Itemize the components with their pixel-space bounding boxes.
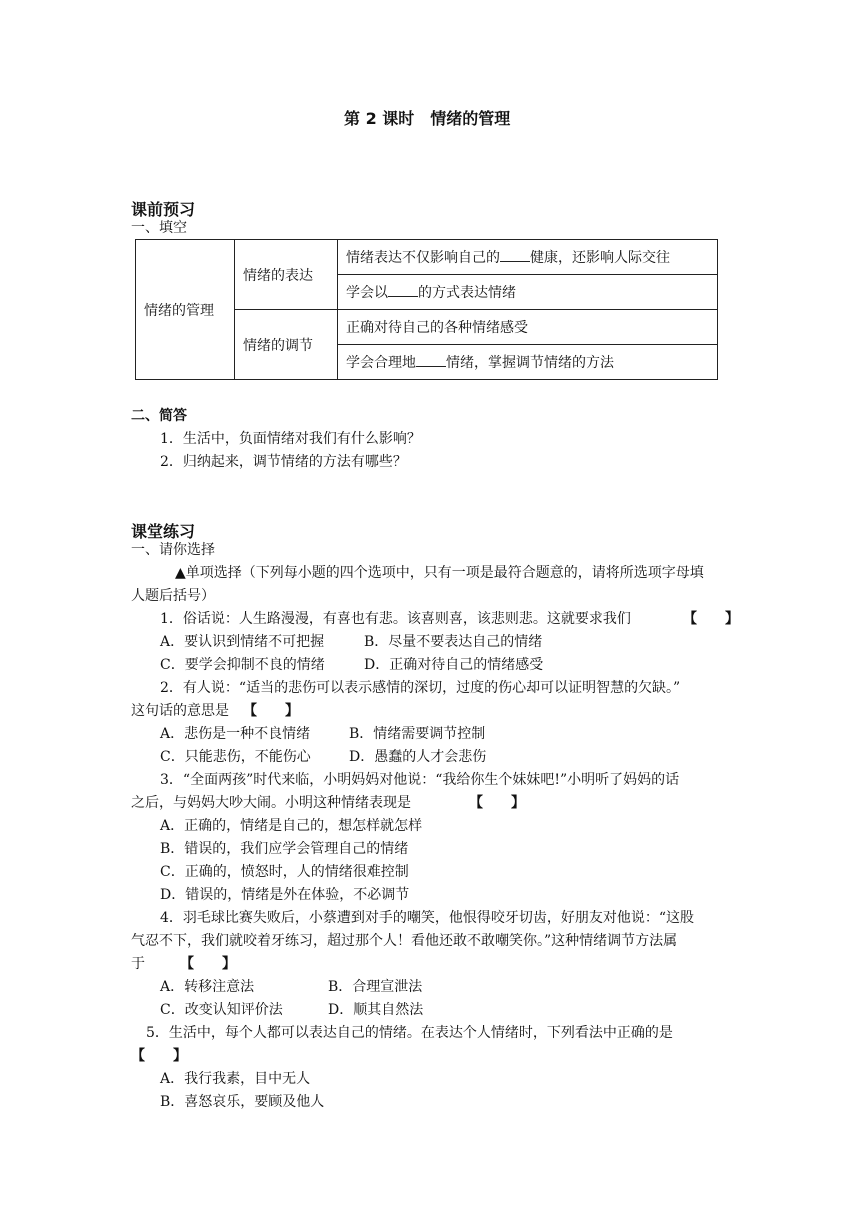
option-d: D．正确对待自己的情绪感受 [364, 657, 544, 673]
option-c: C．只能悲伤，不能伤心 [160, 749, 311, 765]
short-question-1: 1．生活中，负面情绪对我们有什么影响？ [160, 431, 421, 447]
option-a: A．要认识到情绪不可把握 [160, 634, 325, 650]
option-b: B．错误的，我们应学会管理自己的情绪 [160, 841, 409, 857]
answer-bracket: 【 】 [180, 956, 236, 972]
page-title: 第 2 课时 情绪的管理 [344, 109, 511, 128]
short-answer-heading: 二、简答 [131, 408, 187, 424]
option-b: B．喜怒哀乐，要顾及他人 [160, 1094, 325, 1110]
answer-bracket: 【 】 [243, 703, 299, 719]
question-4: 4．羽毛球比赛失败后，小蔡遭到对手的嘲笑，他恨得咬牙切齿，好朋友对他说：“这股 [160, 910, 695, 926]
choose-heading: 一、请你选择 [131, 542, 215, 558]
table-row-4: 学会合理地 情绪，掌握调节情绪的方法 [338, 345, 718, 380]
short-question-2: 2．归纳起来，调节情绪的方法有哪些？ [160, 454, 407, 470]
instruction-line-1: ▲单项选择（下列每小题的四个选项中，只有一项是最符合题意的，请将所选项字母填 [175, 565, 704, 581]
question-3-cont: 之后，与妈妈大吵大闹。小明这种情绪表现是 [131, 795, 411, 811]
fill-in-table [135, 239, 718, 380]
option-a: A．我行我素，目中无人 [160, 1071, 311, 1087]
option-a: A．悲伤是一种不良情绪 [160, 726, 311, 742]
question-5: 5．生活中，每个人都可以表达自己的情绪。在表达个人情绪时，下列看法中正确的是 [146, 1025, 673, 1041]
section-heading-preview: 课前预习 [131, 200, 196, 219]
question-2: 2．有人说：“适当的悲伤可以表示感情的深切，过度的伤心却可以证明智慧的欠缺。” [160, 680, 681, 696]
section-heading-practice: 课堂练习 [131, 522, 196, 541]
table-row-1: 情绪表达不仅影响自己的 健康，还影响人际交往 [338, 240, 718, 275]
option-b: B．合理宣泄法 [328, 979, 423, 995]
table-group-regulation: 情绪的调节 [235, 310, 338, 380]
table-row-2: 学会以 的方式表达情绪 [338, 275, 718, 310]
option-d: D．顺其自然法 [328, 1002, 424, 1018]
blank-line [416, 352, 446, 367]
option-c: C．要学会抑制不良的情绪 [160, 657, 325, 673]
question-3: 3．“全面两孩”时代来临，小明妈妈对他说：“我给你生个妹妹吧!”小明听了妈妈的话 [160, 772, 680, 788]
blank-line [388, 282, 418, 297]
question-4-cont: 气忍不下，我们就咬着牙练习，超过那个人！看他还敢不敢嘲笑你。”这种情绪调节方法属 [131, 933, 678, 949]
option-d: D．错误的，情绪是外在体验，不必调节 [160, 887, 410, 903]
option-b: B．情绪需要调节控制 [349, 726, 486, 742]
option-c: C．正确的，愤怒时，人的情绪很难控制 [160, 864, 409, 880]
instruction-line-2: 人题后括号） [131, 588, 215, 604]
blank-line [500, 247, 530, 262]
answer-bracket: 【 】 [683, 611, 739, 627]
table-row-3: 正确对待自己的各种情绪感受 [338, 310, 718, 345]
answer-bracket: 【 】 [131, 1048, 187, 1064]
question-2-cont: 这句话的意思是 [131, 703, 229, 719]
option-a: A．正确的，情绪是自己的，想怎样就怎样 [160, 818, 423, 834]
option-b: B．尽量不要表达自己的情绪 [364, 634, 543, 650]
option-a: A．转移注意法 [160, 979, 255, 995]
question-1: 1．俗话说：人生路漫漫，有喜也有悲。该喜则喜，该悲则悲。这就要求我们 [160, 611, 631, 627]
option-c: C．改变认知评价法 [160, 1002, 283, 1018]
fill-heading: 一、填空 [131, 220, 187, 236]
option-d: D．愚蠢的人才会悲伤 [349, 749, 487, 765]
table-root-cell: 情绪的管理 [136, 240, 235, 380]
answer-bracket: 【 】 [469, 795, 525, 811]
question-4-cont: 于 [131, 956, 145, 972]
table-group-expression: 情绪的表达 [235, 240, 338, 310]
